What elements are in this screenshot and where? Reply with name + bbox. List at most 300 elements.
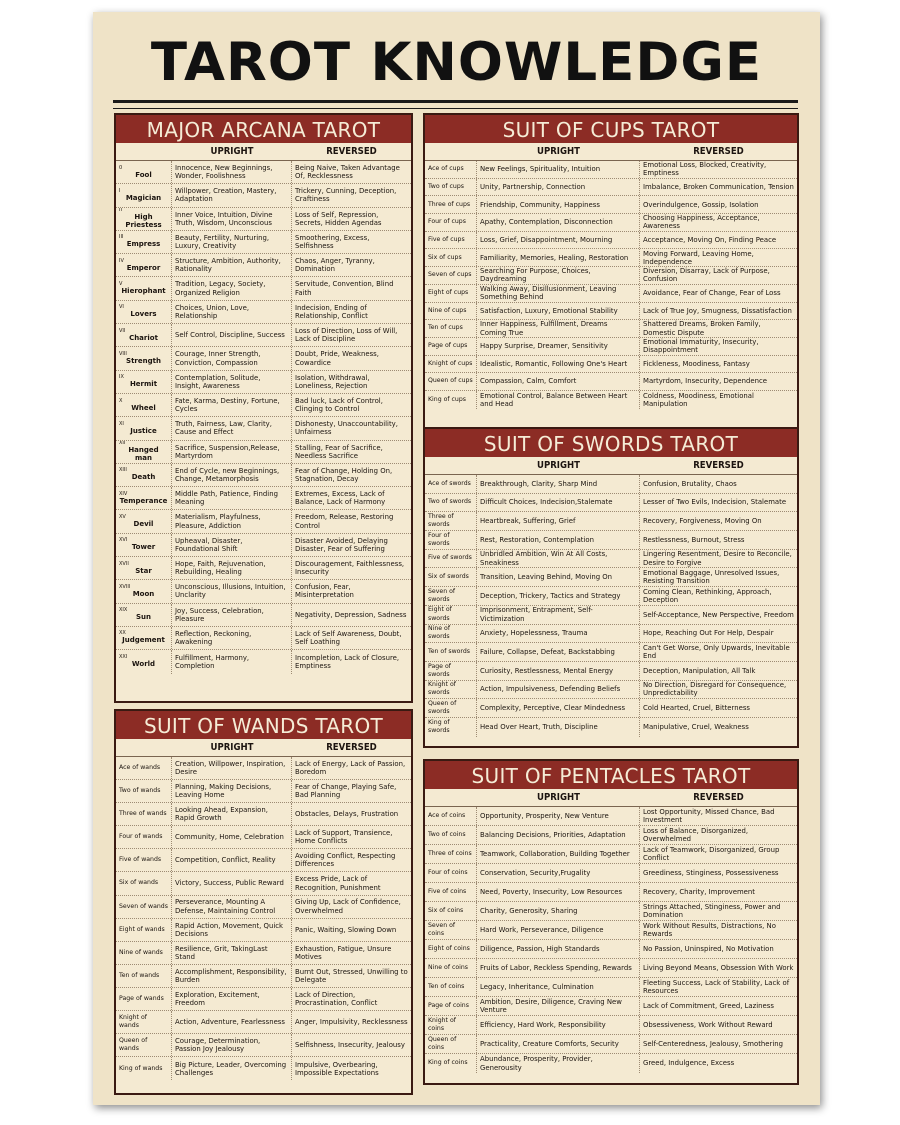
upright-meaning: Perseverance, Mounting A Defense, Maintaining Control	[172, 896, 292, 918]
major-row	[116, 650, 411, 673]
card-number: XX	[119, 630, 126, 637]
major-row	[116, 417, 411, 440]
reversed-meaning: Emotional Loss, Blocked, Creativity, Emptiness	[643, 161, 767, 178]
card-name-cell: Four of wands	[116, 826, 172, 848]
reversed-meaning: Selfishness, Insecurity, Jealousy	[295, 1041, 405, 1050]
major-row	[116, 301, 411, 324]
card-name: Empress	[126, 240, 161, 249]
upright-meaning: Hard Work, Perseverance, Diligence	[477, 921, 640, 939]
card-name-cell	[116, 161, 172, 183]
card-name-cell	[116, 254, 172, 276]
card-name-cell	[116, 510, 172, 532]
cups-row	[425, 338, 797, 356]
reversed-meaning: Shattered Dreams, Broken Family, Domestic Dispute	[643, 320, 761, 337]
reversed-meaning: Obsessiveness, Work Without Reward	[643, 1020, 773, 1029]
card-number: XV	[119, 514, 126, 520]
wands-rows	[116, 757, 411, 1080]
upright-meaning: Efficiency, Hard Work, Responsibility	[477, 1016, 640, 1034]
reversed-meaning: Panic, Waiting, Slowing Down	[295, 925, 397, 934]
card-name-cell: Knight of cups	[425, 356, 477, 373]
reversed-meaning: Stalling, Fear of Sacrifice, Needless Sacrifice	[295, 443, 383, 460]
upright-meaning: New Feelings, Spirituality, Intuition	[477, 161, 640, 178]
card-name-cell: Page of cups	[425, 338, 477, 355]
reversed-meaning: No Passion, Uninspired, No Motivation	[643, 944, 774, 953]
column-headers	[116, 739, 411, 757]
card-name-cell	[116, 371, 172, 393]
wands-row	[116, 826, 411, 849]
reversed-meaning: Lost Opportunity, Missed Chance, Bad Investment	[643, 807, 775, 824]
card-name: Hierophant	[121, 287, 166, 296]
card-number: II	[119, 207, 122, 214]
card-name-cell	[116, 301, 172, 323]
swords-row	[425, 494, 797, 513]
card-name-cell: Eight of swords	[425, 606, 477, 624]
card-name-cell: Two of swords	[425, 494, 477, 512]
reversed-meaning: Avoiding Conflict, Respecting Differences	[295, 852, 396, 869]
upright-meaning: Reflection, Reckoning, Awakening	[172, 627, 292, 649]
card-name-cell: Ten of wands	[116, 965, 172, 987]
card-name: Fool	[135, 170, 152, 179]
title-divider-thin	[113, 108, 798, 109]
pentacles-section	[423, 759, 799, 1085]
upright-meaning: Abundance, Prosperity, Provider, Generousity	[477, 1054, 640, 1073]
card-name-cell	[116, 627, 172, 649]
cups-section	[423, 113, 799, 431]
upright-meaning: Heartbreak, Suffering, Grief	[477, 512, 640, 530]
card-number: XIX	[119, 607, 128, 614]
upright-meaning: Searching For Purpose, Choices, Daydreaming	[477, 267, 640, 284]
card-name-cell: Six of swords	[425, 568, 477, 586]
reversed-meaning: Indecision, Ending of Relationship, Conflict	[295, 303, 368, 320]
card-name: Judgement	[122, 636, 165, 645]
upright-meaning: Upheaval, Disaster, Foundational Shift	[172, 534, 292, 556]
swords-row	[425, 718, 797, 737]
card-name-cell: Nine of wands	[116, 942, 172, 964]
reversed-meaning: Lack of True Joy, Smugness, Dissatisfaction	[643, 306, 792, 315]
cups-row	[425, 373, 797, 391]
upright-meaning: Diligence, Passion, High Standards	[477, 940, 640, 958]
reversed-meaning: Doubt, Pride, Weakness, Cowardice	[295, 350, 379, 367]
major-row	[116, 604, 411, 627]
card-name-cell: King of coins	[425, 1054, 477, 1073]
swords-row	[425, 625, 797, 644]
section-title: SUIT OF SWORDS TAROT	[425, 429, 797, 457]
reversed-meaning: Coldness, Moodiness, Emotional Manipulation	[643, 391, 754, 408]
cups-row	[425, 214, 797, 232]
upright-meaning: Exploration, Excitement, Freedom	[172, 988, 292, 1010]
card-name: High Priestess	[125, 213, 162, 230]
card-name-cell: Two of wands	[116, 780, 172, 802]
cups-row	[425, 356, 797, 374]
card-name: Wheel	[131, 403, 156, 412]
upright-meaning: Idealistic, Romantic, Following One's Heart	[477, 356, 640, 373]
column-headers	[116, 143, 411, 161]
upright-meaning: Charity, Generosity, Sharing	[477, 902, 640, 920]
swords-row	[425, 568, 797, 587]
card-name-cell: Three of coins	[425, 845, 477, 863]
major-row	[116, 557, 411, 580]
upright-meaning: Planning, Making Decisions, Leaving Home	[172, 780, 292, 802]
card-name-cell: Four of coins	[425, 864, 477, 882]
upright-meaning: Accomplishment, Responsibility, Burden	[172, 965, 292, 987]
upright-meaning: Breakthrough, Clarity, Sharp Mind	[477, 475, 640, 493]
card-name-cell: Six of wands	[116, 872, 172, 894]
cups-row	[425, 232, 797, 250]
reversed-meaning: Being Naive, Taken Advantage Of, Recklessness	[295, 163, 400, 181]
cups-row	[425, 320, 797, 338]
pentacles-row	[425, 997, 797, 1016]
card-name-cell: Four of cups	[425, 214, 477, 231]
card-number: IV	[119, 257, 124, 264]
reversed-meaning: Anger, Impulsivity, Recklessness	[295, 1017, 408, 1026]
card-name-cell: Ace of swords	[425, 475, 477, 493]
upright-meaning: Choices, Union, Love, Relationship	[172, 301, 292, 323]
reversed-meaning: Emotional Immaturity, Insecurity, Disappointment	[643, 338, 759, 355]
major-row	[116, 324, 411, 347]
reversed-meaning: Giving Up, Lack of Confidence, Overwhelmed	[295, 898, 401, 915]
major-row	[116, 347, 411, 370]
card-name-cell: Eight of wands	[116, 919, 172, 941]
upright-meaning: Transition, Leaving Behind, Moving On	[477, 568, 640, 586]
major-row	[116, 254, 411, 277]
reversed-meaning: Smoothering, Excess, Selfishness	[295, 233, 370, 251]
reversed-meaning: Fickleness, Moodiness, Fantasy	[643, 359, 750, 368]
column-headers	[425, 457, 797, 475]
wands-row	[116, 757, 411, 780]
pentacles-row	[425, 978, 797, 997]
swords-row	[425, 662, 797, 681]
upright-meaning: Emotional Control, Balance Between Heart and Head	[477, 391, 640, 409]
card-name: Star	[135, 566, 152, 575]
card-name-cell	[116, 417, 172, 439]
card-name-cell: Six of cups	[425, 249, 477, 266]
pentacles-row	[425, 1035, 797, 1054]
section-title: SUIT OF CUPS TAROT	[425, 115, 797, 143]
wands-row	[116, 780, 411, 803]
upright-meaning: Structure, Ambition, Authority, Rationality	[172, 254, 292, 276]
col-reversed: REVERSED	[693, 460, 744, 471]
card-name-cell	[116, 557, 172, 579]
upright-meaning: Balancing Decisions, Priorities, Adaptation	[477, 826, 640, 844]
card-name-cell: Seven of wands	[116, 896, 172, 918]
card-number: IX	[119, 374, 124, 381]
card-name-cell: Knight of wands	[116, 1011, 172, 1033]
upright-meaning: Ambition, Desire, Diligence, Craving New Venture	[477, 997, 640, 1015]
reversed-meaning: Burnt Out, Stressed, Unwilling to Delegate	[295, 967, 408, 984]
card-name-cell	[116, 324, 172, 346]
upright-meaning: Self Control, Discipline, Success	[172, 324, 292, 346]
swords-row	[425, 681, 797, 700]
reversed-meaning: Cold Hearted, Cruel, Bitterness	[643, 703, 751, 712]
card-name-cell	[116, 277, 172, 299]
pentacles-rows	[425, 807, 797, 1073]
reversed-meaning: Trickery, Cunning, Deception, Craftiness	[295, 187, 397, 204]
card-name-cell	[116, 650, 172, 673]
card-name-cell: Three of wands	[116, 803, 172, 825]
card-name: World	[131, 660, 156, 669]
wands-row	[116, 1057, 411, 1080]
reversed-meaning: Loss of Balance, Disorganized, Overwhelmed	[643, 826, 749, 843]
reversed-meaning: Self-Acceptance, New Perspective, Freedom	[643, 610, 794, 619]
reversed-meaning: Impulsive, Overbearing, Impossible Expectations	[295, 1060, 379, 1077]
upright-meaning: Compassion, Calm, Comfort	[477, 373, 640, 390]
wands-row	[116, 1034, 411, 1057]
swords-section	[423, 427, 799, 748]
major-row	[116, 371, 411, 394]
pentacles-row	[425, 940, 797, 959]
column-headers	[425, 143, 797, 161]
reversed-meaning: Strings Attached, Stinginess, Power and Domination	[643, 902, 781, 919]
col-upright: UPRIGHT	[537, 460, 580, 471]
reversed-meaning: Extremes, Excess, Lack of Balance, Lack of Harmony	[295, 490, 386, 507]
upright-meaning: Beauty, Fertility, Nurturing, Luxury, Creativity	[172, 231, 292, 253]
cups-row	[425, 161, 797, 179]
card-name: Hermit	[129, 380, 158, 389]
upright-meaning: Creation, Willpower, Inspiration, Desire	[172, 757, 292, 779]
card-name-cell: Page of coins	[425, 997, 477, 1015]
upright-meaning: Curiosity, Restlessness, Mental Energy	[477, 662, 640, 680]
reversed-meaning: Diversion, Disarray, Lack of Purpose, Confusion	[643, 267, 770, 284]
upright-meaning: Big Picture, Leader, Overcoming Challenges	[172, 1057, 292, 1080]
major-row	[116, 510, 411, 533]
reversed-meaning: Overindulgence, Gossip, Isolation	[643, 200, 759, 209]
card-name-cell: Nine of swords	[425, 625, 477, 643]
reversed-meaning: Martyrdom, Insecurity, Dependence	[643, 377, 768, 386]
card-name: Sun	[135, 613, 151, 622]
card-name-cell: Seven of swords	[425, 587, 477, 605]
card-name: Moon	[132, 589, 155, 598]
reversed-meaning: Dishonesty, Unaccountability, Unfairness	[295, 420, 398, 437]
card-name: Lovers	[130, 310, 157, 319]
major-arcana-section	[114, 113, 413, 703]
card-name-cell: Five of swords	[425, 550, 477, 568]
upright-meaning: Materialism, Playfulness, Pleasure, Addiction	[172, 510, 292, 532]
upright-meaning: Looking Ahead, Expansion, Rapid Growth	[172, 803, 292, 825]
wands-row	[116, 988, 411, 1011]
major-row	[116, 161, 411, 184]
upright-meaning: Need, Poverty, Insecurity, Low Resources	[477, 883, 640, 901]
upright-meaning: Resilience, Grit, TakingLast Stand	[172, 942, 292, 964]
upright-meaning: Joy, Success, Celebration, Pleasure	[172, 604, 292, 626]
reversed-meaning: Excess Pride, Lack of Recognition, Punishment	[295, 875, 381, 892]
reversed-meaning: Lingering Resentment, Desire to Reconcile, Desire to Forgive	[643, 550, 792, 567]
upright-meaning: Rest, Restoration, Contemplation	[477, 531, 640, 549]
upright-meaning: Failure, Collapse, Defeat, Backstabbing	[477, 643, 640, 661]
card-name-cell: Nine of coins	[425, 959, 477, 977]
card-number: VII	[119, 327, 126, 334]
card-name-cell	[116, 347, 172, 369]
major-row	[116, 277, 411, 300]
card-name-cell	[116, 208, 172, 230]
upright-meaning: Unity, Partnership, Connection	[477, 179, 640, 196]
reversed-meaning: Hope, Reaching Out For Help, Despair	[643, 629, 774, 638]
upright-meaning: Action, Impulsiveness, Defending Beliefs	[477, 681, 640, 699]
wands-row	[116, 849, 411, 872]
cups-row	[425, 303, 797, 321]
reversed-meaning: Incompletion, Lack of Closure, Emptiness	[295, 653, 400, 670]
card-number: XI	[119, 420, 124, 427]
swords-row	[425, 587, 797, 606]
cups-row	[425, 179, 797, 197]
card-name-cell: King of swords	[425, 718, 477, 737]
card-name-cell	[116, 184, 172, 206]
upright-meaning: Inner Happiness, Fulfillment, Dreams Coming True	[477, 320, 640, 337]
reversed-meaning: Servitude, Convention, Blind Faith	[295, 280, 394, 297]
pentacles-row	[425, 1016, 797, 1035]
upright-meaning: Practicality, Creature Comforts, Security	[477, 1035, 640, 1053]
reversed-meaning: Coming Clean, Rethinking, Approach, Deception	[643, 587, 772, 604]
reversed-meaning: Living Beyond Means, Obsession With Work	[643, 963, 794, 972]
upright-meaning: Middle Path, Patience, Finding Meaning	[172, 487, 292, 509]
card-name-cell: Page of swords	[425, 662, 477, 680]
pentacles-row	[425, 921, 797, 940]
reversed-meaning: Manipulative, Cruel, Weakness	[643, 723, 749, 732]
col-reversed: REVERSED	[693, 792, 744, 803]
col-upright: UPRIGHT	[537, 792, 580, 803]
major-row	[116, 184, 411, 207]
upright-meaning: Deception, Trickery, Tactics and Strategy	[477, 587, 640, 605]
card-name-cell: Queen of wands	[116, 1034, 172, 1056]
card-number: X	[119, 397, 123, 404]
pentacles-row	[425, 845, 797, 864]
reversed-meaning: Loss of Direction, Loss of Will, Lack of Discipline	[295, 327, 398, 344]
card-name: Chariot	[129, 333, 158, 342]
page-title: TAROT KNOWLEDGE	[150, 32, 763, 93]
major-row	[116, 394, 411, 417]
card-name-cell: Queen of swords	[425, 699, 477, 717]
swords-row	[425, 475, 797, 494]
major-row	[116, 534, 411, 557]
reversed-meaning: Freedom, Release, Restoring Control	[295, 513, 394, 530]
card-name-cell: Five of coins	[425, 883, 477, 901]
pentacles-row	[425, 826, 797, 845]
card-name-cell: King of cups	[425, 391, 477, 409]
reversed-meaning: Lack of Teamwork, Disorganized, Group Conflict	[643, 845, 780, 862]
cups-row	[425, 267, 797, 285]
reversed-meaning: Imbalance, Broken Communication, Tension	[643, 182, 794, 191]
card-name: Death	[131, 473, 156, 482]
upright-meaning: Rapid Action, Movement, Quick Decisions	[172, 919, 292, 941]
card-name-cell: King of wands	[116, 1057, 172, 1080]
reversed-meaning: Lack of Self Awareness, Doubt, Self Loathing	[295, 629, 402, 647]
card-name-cell: Six of coins	[425, 902, 477, 920]
reversed-meaning: Recovery, Charity, Improvement	[643, 887, 755, 896]
card-name-cell: Ten of cups	[425, 320, 477, 337]
upright-meaning: Innocence, New Beginnings, Wonder, Foolishness	[172, 161, 292, 183]
upright-meaning: Victory, Success, Public Reward	[172, 872, 292, 894]
wands-row	[116, 896, 411, 919]
reversed-meaning: Moving Forward, Leaving Home, Independence	[643, 249, 754, 266]
card-name-cell: Knight of swords	[425, 681, 477, 699]
wands-row	[116, 965, 411, 988]
cups-row	[425, 391, 797, 409]
upright-meaning: Fate, Karma, Destiny, Fortune, Cycles	[172, 394, 292, 416]
swords-row	[425, 606, 797, 625]
wands-row	[116, 803, 411, 826]
card-name: Magician	[125, 193, 162, 202]
reversed-meaning: Self-Centeredness, Jealousy, Smothering	[643, 1039, 784, 1048]
swords-row	[425, 643, 797, 662]
card-name-cell: Two of coins	[425, 826, 477, 844]
upright-meaning: Anxiety, Hopelessness, Trauma	[477, 625, 640, 643]
card-name: Justice	[130, 426, 157, 435]
pentacles-row	[425, 959, 797, 978]
section-title: SUIT OF WANDS TAROT	[116, 711, 411, 739]
reversed-meaning: Lack of Energy, Lack of Passion, Boredom	[295, 759, 406, 777]
reversed-meaning: Fear of Change, Holding On, Stagnation, Decay	[295, 466, 393, 483]
reversed-meaning: Isolation, Withdrawal, Loneliness, Rejection	[295, 373, 370, 390]
upright-meaning: Fruits of Labor, Reckless Spending, Rewards	[477, 959, 640, 977]
upright-meaning: Apathy, Contemplation, Disconnection	[477, 214, 640, 231]
swords-row	[425, 531, 797, 550]
card-name-cell: Ten of coins	[425, 978, 477, 996]
upright-meaning: Friendship, Community, Happiness	[477, 196, 640, 213]
major-row	[116, 231, 411, 254]
swords-row	[425, 550, 797, 569]
reversed-meaning: Emotional Baggage, Unresolved Issues, Resisting Transition	[643, 569, 780, 586]
card-name-cell: Five of cups	[425, 232, 477, 249]
upright-meaning: Truth, Fairness, Law, Clarity, Cause and Effect	[172, 417, 292, 439]
reversed-meaning: Recovery, Forgiveness, Moving On	[643, 517, 762, 526]
card-name-cell: Five of wands	[116, 849, 172, 871]
reversed-meaning: Confusion, Fear, Misinterpretation	[295, 583, 354, 600]
upright-meaning: Hope, Faith, Rejuvenation, Rebuilding, Healing	[172, 557, 292, 579]
poster	[93, 12, 820, 1105]
card-name-cell: Four of swords	[425, 531, 477, 549]
card-number: XIII	[119, 467, 127, 474]
pentacles-row	[425, 864, 797, 883]
card-name-cell: Eight of cups	[425, 285, 477, 302]
card-name-cell	[116, 441, 172, 463]
section-title: SUIT OF PENTACLES TAROT	[425, 761, 797, 789]
major-rows	[116, 161, 411, 674]
card-name-cell: Three of swords	[425, 512, 477, 530]
reversed-meaning: Choosing Happiness, Acceptance, Awareness	[643, 214, 760, 231]
card-number: XXI	[119, 654, 128, 661]
swords-row	[425, 699, 797, 718]
card-name-cell: Seven of coins	[425, 921, 477, 939]
major-row	[116, 208, 411, 231]
reversed-meaning: Deception, Manipulation, All Talk	[643, 666, 756, 675]
upright-meaning: Legacy, Inheritance, Culmination	[477, 978, 640, 996]
card-name-cell: Ace of cups	[425, 161, 477, 178]
card-number: V	[119, 281, 123, 288]
upright-meaning: Imprisonment, Entrapment, Self-Victimization	[477, 606, 640, 624]
upright-meaning: Loss, Grief, Disappointment, Mourning	[477, 232, 640, 249]
upright-meaning: Conservation, Security,Frugality	[477, 864, 640, 882]
upright-meaning: Courage, Inner Strength, Conviction, Compassion	[172, 347, 292, 369]
cups-row	[425, 196, 797, 214]
reversed-meaning: Work Without Results, Distractions, No Rewards	[643, 921, 776, 938]
card-number: XIV	[119, 490, 128, 497]
col-upright: UPRIGHT	[210, 146, 254, 157]
upright-meaning: Tradition, Legacy, Society, Organized Religion	[172, 277, 292, 299]
reversed-meaning: Acceptance, Moving On, Finding Peace	[643, 235, 777, 244]
wands-row	[116, 919, 411, 942]
pentacles-row	[425, 807, 797, 826]
reversed-meaning: Greediness, Stinginess, Possessiveness	[643, 868, 779, 877]
upright-meaning: Competition, Conflict, Reality	[172, 849, 292, 871]
upright-meaning: Opportunity, Prosperity, New Venture	[477, 807, 640, 825]
upright-meaning: Teamwork, Collaboration, Building Together	[477, 845, 640, 863]
card-number: I	[119, 187, 121, 194]
reversed-meaning: Lack of Commitment, Greed, Laziness	[643, 1001, 774, 1010]
card-name: Temperance	[119, 496, 168, 505]
card-name-cell: Three of cups	[425, 196, 477, 213]
card-name-cell	[116, 231, 172, 253]
card-name-cell	[116, 394, 172, 416]
swords-row	[425, 512, 797, 531]
